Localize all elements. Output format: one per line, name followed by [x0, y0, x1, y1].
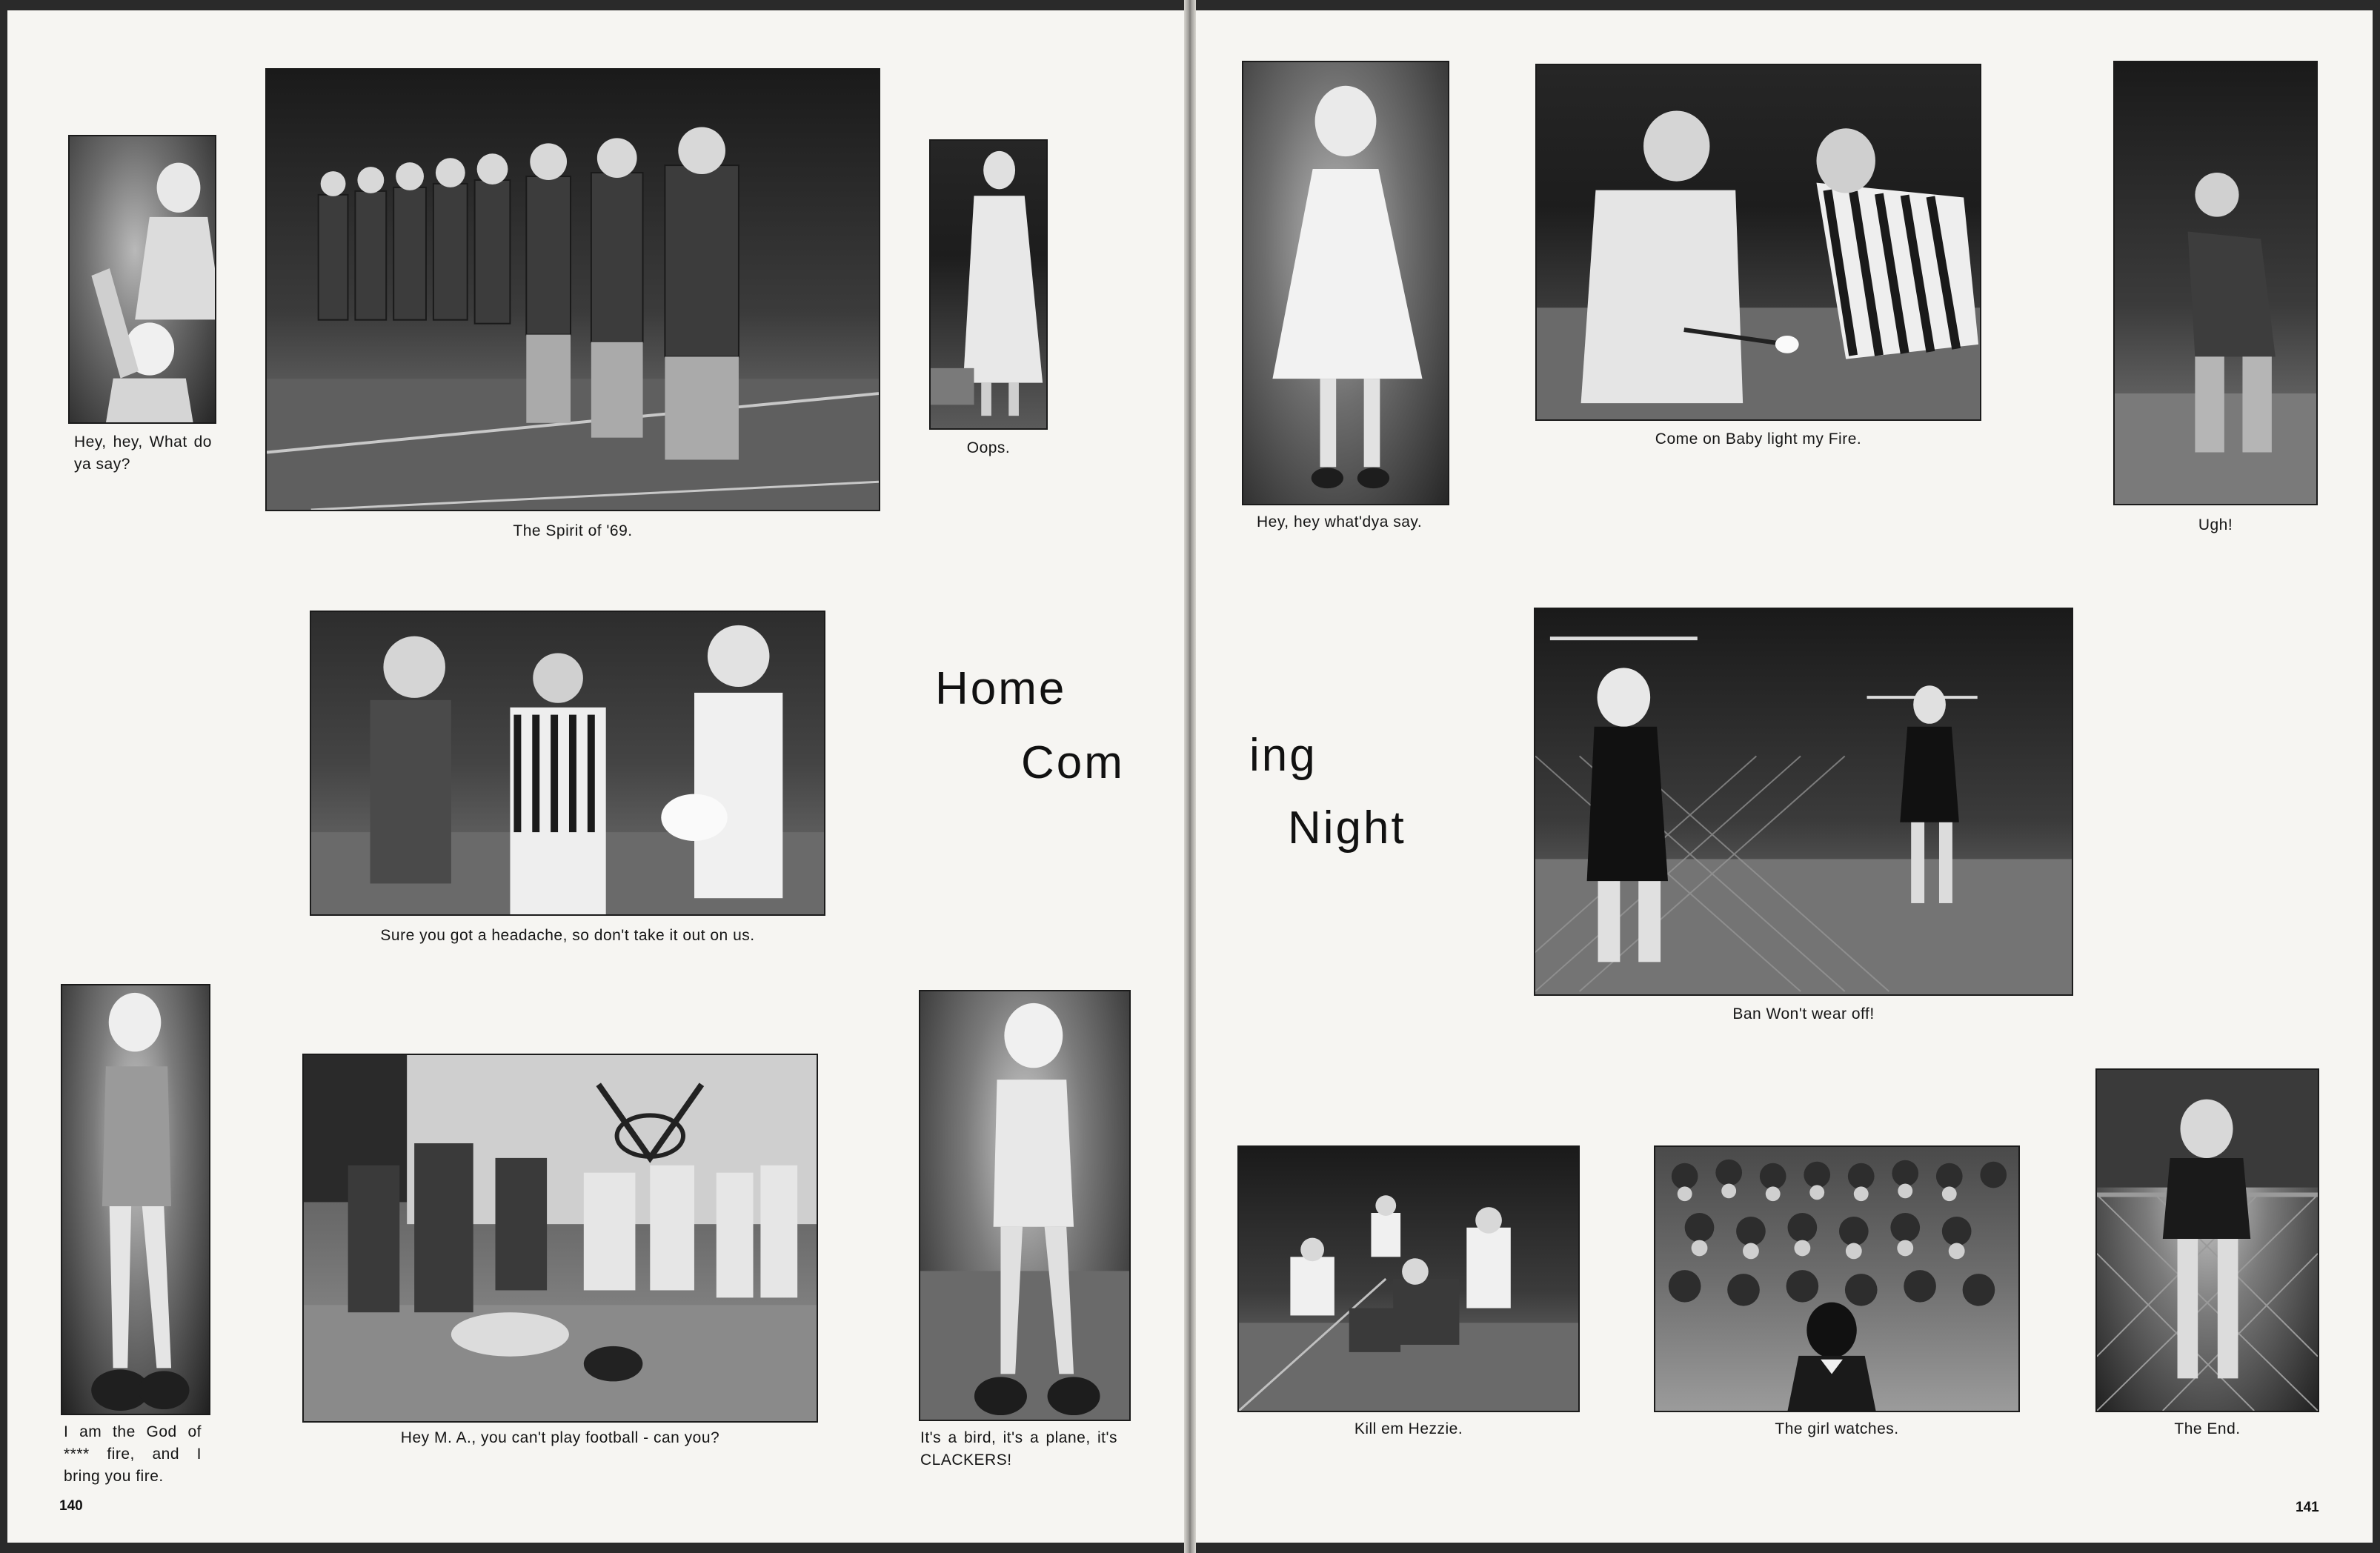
- caption-majorette-fire: I am the God of **** fire, and I bring you fire.: [64, 1423, 202, 1485]
- caption-coin-toss: Sure you got a headache, so don't take it out on us.: [380, 927, 755, 944]
- photo-ban-majorettes: [1534, 608, 2073, 996]
- photo-girl-watches: [1654, 1145, 2020, 1412]
- left-page-number: 140: [59, 1498, 83, 1514]
- photo-cheerleader-waving: [68, 135, 216, 424]
- photo-kill-em-hezzie: [1237, 1145, 1580, 1412]
- caption-light-fire: Come on Baby light my Fire.: [1655, 430, 1862, 448]
- photo-ugh-player: [2113, 61, 2318, 505]
- photo-clackers: [919, 990, 1131, 1421]
- title-word-night: Night: [1288, 802, 1406, 854]
- caption-ban: Ban Won't wear off!: [1732, 1005, 1875, 1022]
- title-word-home: Home: [935, 663, 1067, 714]
- caption-cheerleader-waving: Hey, hey, What do ya say?: [74, 433, 212, 473]
- caption-clackers: It's a bird, it's a plane, it's CLACKERS!: [920, 1429, 1117, 1469]
- photo-team-lineup: [265, 68, 880, 511]
- caption-cheerleader-say: Hey, hey what'dya say.: [1257, 513, 1423, 531]
- caption-oops: Oops.: [966, 439, 1011, 456]
- photo-football-play: [302, 1054, 818, 1423]
- title-word-ing: ing: [1249, 730, 1317, 781]
- caption-girl-watches: The girl watches.: [1775, 1420, 1899, 1437]
- caption-ugh: Ugh!: [2198, 516, 2233, 533]
- caption-kill-em-hezzie: Kill em Hezzie.: [1354, 1420, 1463, 1437]
- caption-football-play: Hey M. A., you can't play football - can you?: [400, 1429, 720, 1446]
- title-word-com: Com: [1021, 737, 1125, 788]
- photo-coin-toss: [310, 611, 825, 916]
- photo-light-fire: [1535, 64, 1981, 421]
- photo-the-end: [2095, 1068, 2319, 1412]
- photo-oops: [929, 139, 1048, 430]
- book-gutter: [1184, 0, 1196, 1553]
- right-page-number: 141: [2296, 1500, 2319, 1515]
- caption-team-lineup: The Spirit of '69.: [513, 522, 633, 539]
- caption-the-end: The End.: [2174, 1420, 2241, 1437]
- photo-cheerleader-say: [1242, 61, 1449, 505]
- photo-majorette-fire: [61, 984, 210, 1415]
